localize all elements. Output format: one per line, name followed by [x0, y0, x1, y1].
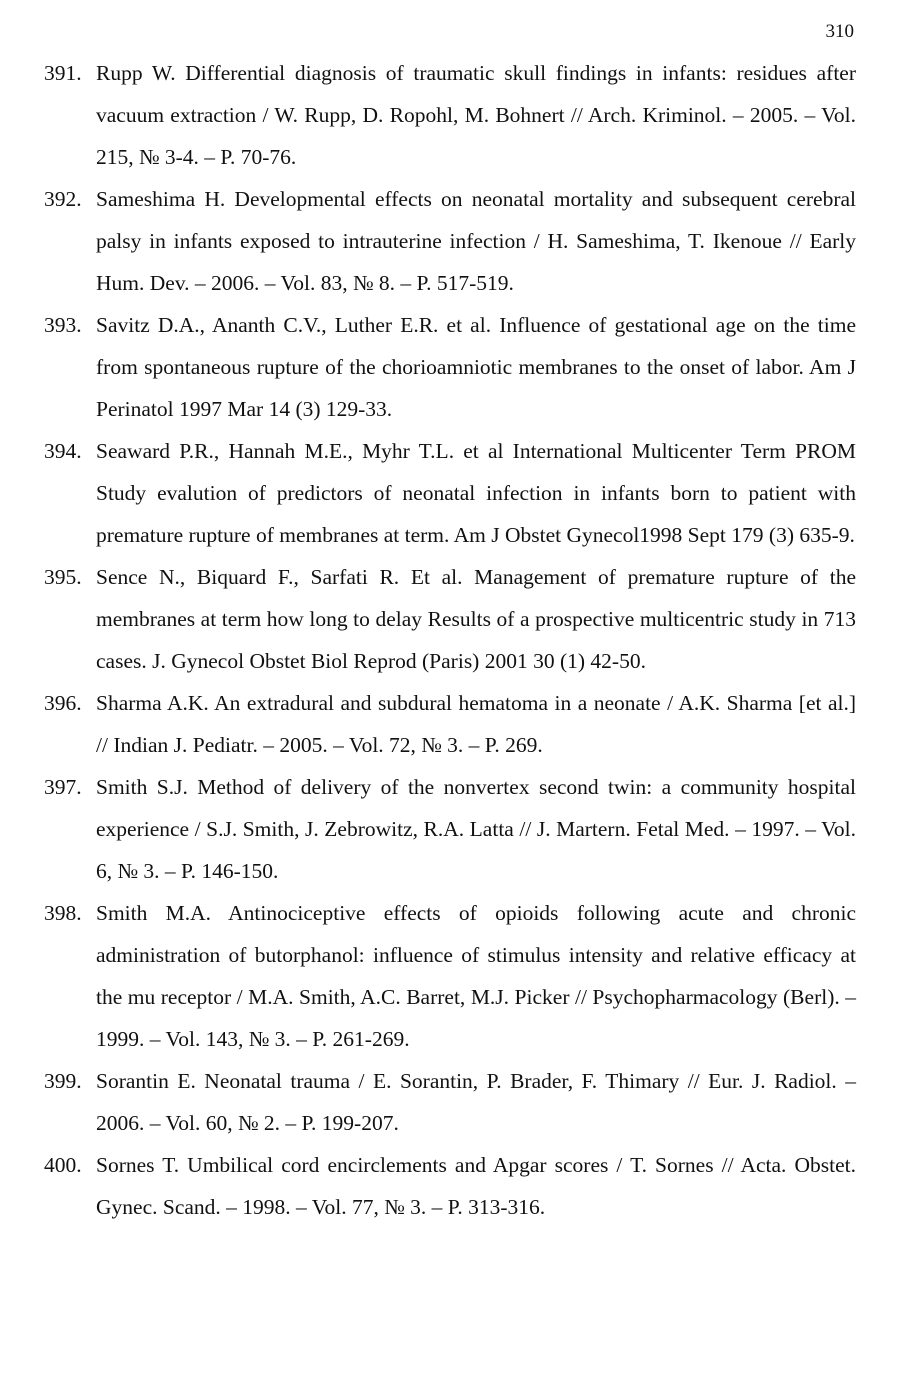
reference-number: 397.	[44, 775, 82, 799]
reference-number: 395.	[44, 565, 82, 589]
reference-item-398	[44, 892, 856, 1060]
reference-item-400	[44, 1144, 856, 1228]
reference-item-399	[44, 1060, 856, 1144]
reference-item-394	[44, 430, 856, 556]
reference-number: 399.	[44, 1069, 82, 1093]
reference-number: 393.	[44, 313, 82, 337]
reference-text: Sorantin E. Neonatal trauma / E. Sorantin, P. Brader, F. Thimary // Eur. J. Radiol. – 2006. – Vol. 60, № 2. – P. 199-207.	[96, 1069, 856, 1135]
reference-number: 394.	[44, 439, 82, 463]
reference-text: Seaward P.R., Hannah M.E., Myhr T.L. et al International Multicenter Term PROM Study evalution of predictors of neonatal infection in infants born to patient with premature rupture of membranes at term. Am J Obstet Gynecol1998 Sept 179 (3) 635-9.	[96, 439, 856, 547]
reference-item-397	[44, 766, 856, 892]
reference-text: Sameshima H. Developmental effects on neonatal mortality and subsequent cerebral palsy in infants exposed to intrauterine infection / H. Sameshima, T. Ikenoue // Early Hum. Dev. – 2006. – Vol. 83, № 8. – P. 517-519.	[96, 187, 856, 295]
reference-text: Sornes T. Umbilical cord encirclements and Apgar scores / T. Sornes // Acta. Obstet. Gynec. Scand. – 1998. – Vol. 77, № 3. – P. 313-316.	[96, 1153, 856, 1219]
reference-text: Smith S.J. Method of delivery of the nonvertex second twin: a community hospital experience / S.J. Smith, J. Zebrowitz, R.A. Latta // J. Martern. Fetal Med. – 1997. – Vol. 6, № 3. – P. 146-150.	[96, 775, 856, 883]
reference-number: 396.	[44, 691, 82, 715]
page-number: 310	[825, 21, 854, 42]
reference-item-391	[44, 52, 856, 178]
reference-text: Smith M.A. Antinociceptive effects of opioids following acute and chronic administration of butorphanol: influence of stimulus intensity and relative efficacy at the mu receptor / M.A. Smith, A.C. Barret, M.J. Picker // Psychopharmacology (Berl). – 1999. – Vol. 143, № 3. – P. 261-269.	[96, 901, 856, 1051]
reference-text: Sharma A.K. An extradural and subdural hematoma in a neonate / A.K. Sharma [et al.] // Indian J. Pediatr. – 2005. – Vol. 72, № 3. – P. 269.	[96, 691, 856, 757]
reference-list	[44, 52, 856, 1228]
reference-number: 398.	[44, 901, 82, 925]
reference-number: 392.	[44, 187, 82, 211]
reference-item-393	[44, 304, 856, 430]
reference-item-392	[44, 178, 856, 304]
reference-number: 400.	[44, 1153, 82, 1177]
reference-item-395	[44, 556, 856, 682]
reference-number: 391.	[44, 61, 82, 85]
reference-item-396	[44, 682, 856, 766]
reference-text: Rupp W. Differential diagnosis of traumatic skull findings in infants: residues after vacuum extraction / W. Rupp, D. Ropohl, M. Bohnert // Arch. Kriminol. – 2005. – Vol. 215, № 3-4. – P. 70-76.	[96, 61, 856, 169]
reference-text: Sence N., Biquard F., Sarfati R. Et al. Management of premature rupture of the membranes at term how long to delay Results of a prospective multicentric study in 713 cases. J. Gynecol Obstet Biol Reprod (Paris) 2001 30 (1) 42-50.	[96, 565, 856, 673]
reference-text: Savitz D.A., Ananth C.V., Luther E.R. et al. Influence of gestational age on the time from spontaneous rupture of the chorioamniotic membranes to the onset of labor. Am J Perinatol 1997 Mar 14 (3) 129-33.	[96, 313, 856, 421]
